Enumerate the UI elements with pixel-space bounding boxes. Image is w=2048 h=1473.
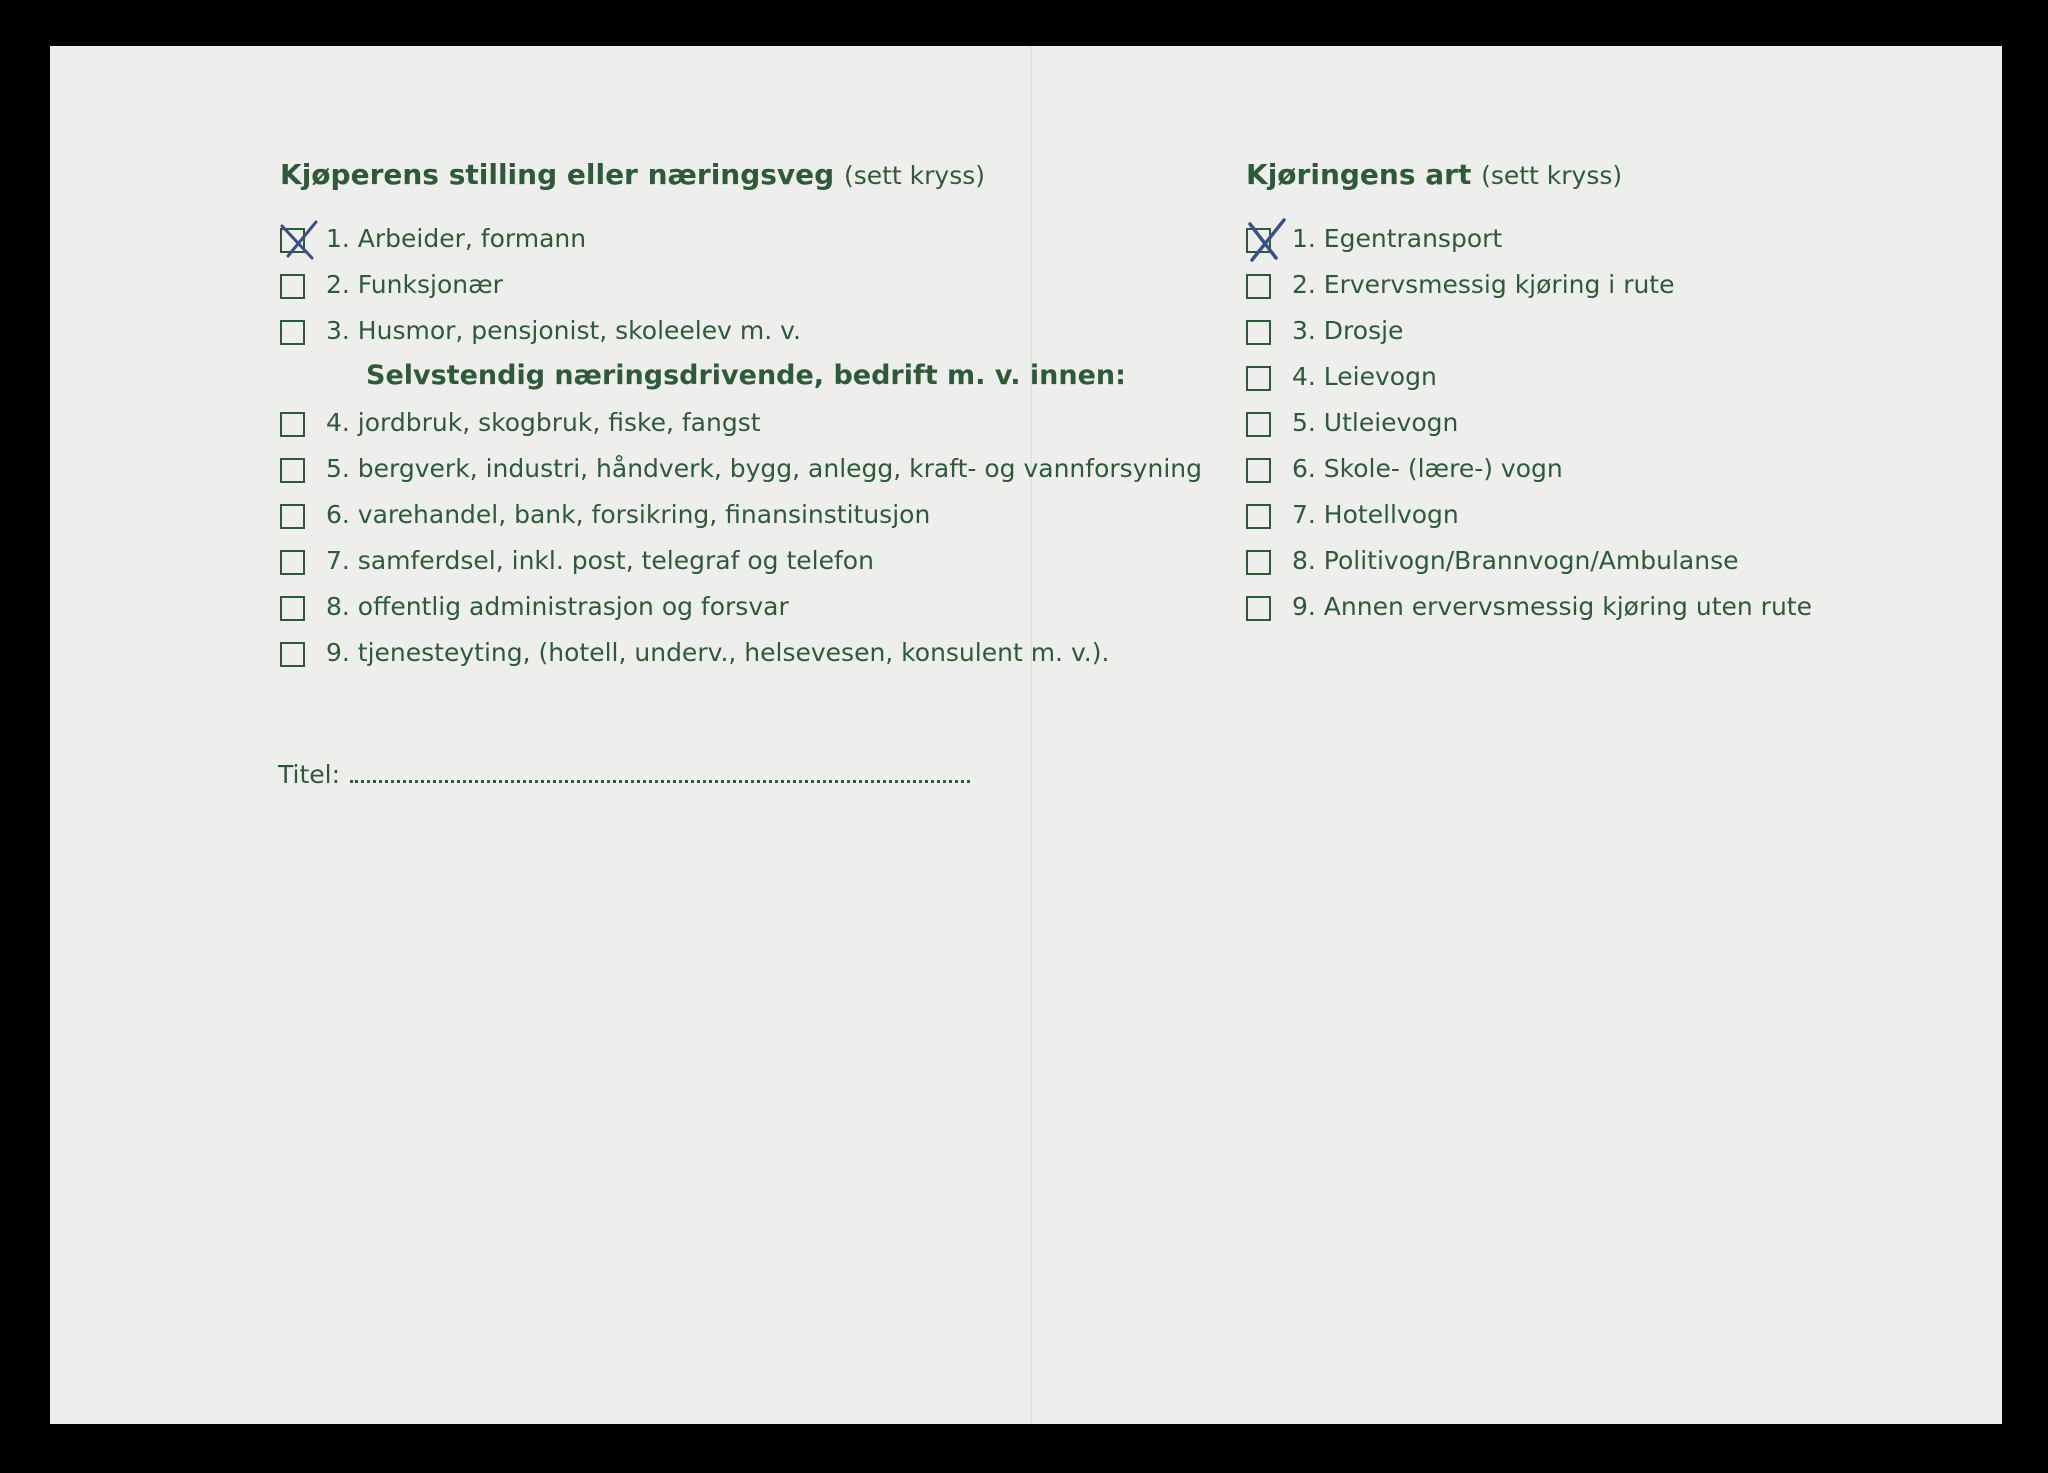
driving-option-5[interactable]: [1246, 406, 1966, 452]
buyer-option-3-checkbox[interactable]: [280, 320, 305, 345]
driving-option-8-checkbox[interactable]: [1246, 550, 1271, 575]
buyer-section-title: [280, 158, 985, 191]
buyer-option-2-label: 2. Funksjonær: [326, 270, 503, 299]
driving-option-4-checkbox[interactable]: [1246, 366, 1271, 391]
buyer-option-8-label: 8. offentlig administrasjon og forsvar: [326, 592, 789, 621]
buyer-option-6-label: 6. varehandel, bank, forsikring, finansinstitusjon: [326, 500, 931, 529]
driving-option-4-label: 4. Leievogn: [1292, 362, 1437, 391]
buyer-option-5-label: 5. bergverk, industri, håndverk, bygg, anlegg, kraft- og vannforsyning: [326, 454, 1202, 483]
buyer-option-3-label: 3. Husmor, pensjonist, skoleelev m. v.: [326, 316, 801, 345]
driving-option-3[interactable]: [1246, 314, 1966, 360]
driving-option-6-label: 6. Skole- (lære-) vogn: [1292, 454, 1563, 483]
buyer-option-6-checkbox[interactable]: [280, 504, 305, 529]
buyer-option-4-checkbox[interactable]: [280, 412, 305, 437]
driving-option-7-label: 7. Hotellvogn: [1292, 500, 1459, 529]
driving-option-1[interactable]: [1246, 222, 1966, 268]
buyer-options-list: [280, 222, 1280, 682]
driving-option-2[interactable]: [1246, 268, 1966, 314]
self-employed-subheading-text: Selvstendig næringsdrivende, bedrift m. v. innen:: [366, 360, 1126, 391]
driving-option-3-checkbox[interactable]: [1246, 320, 1271, 345]
buyer-option-9-checkbox[interactable]: [280, 642, 305, 667]
driving-option-7[interactable]: [1246, 498, 1966, 544]
buyer-option-4[interactable]: [280, 406, 1280, 452]
driving-option-9-label: 9. Annen ervervsmessig kjøring uten rute: [1292, 592, 1812, 621]
buyer-section-note: (sett kryss): [843, 161, 986, 190]
driving-section-title: [1246, 158, 1622, 191]
buyer-option-7-checkbox[interactable]: [280, 550, 305, 575]
title-field-label: Titel:: [278, 760, 340, 789]
buyer-option-5-checkbox[interactable]: [280, 458, 305, 483]
driving-option-7-checkbox[interactable]: [1246, 504, 1271, 529]
driving-option-6-checkbox[interactable]: [1246, 458, 1271, 483]
driving-option-1-checkbox[interactable]: [1246, 228, 1271, 253]
buyer-option-1[interactable]: [280, 222, 1280, 268]
buyer-option-3[interactable]: [280, 314, 1280, 360]
driving-section-note: (sett kryss): [1481, 161, 1623, 190]
buyer-option-1-checkbox[interactable]: [280, 228, 305, 253]
pen-cross-mark-icon: [276, 218, 324, 266]
buyer-option-2[interactable]: [280, 268, 1280, 314]
form-page: [50, 46, 2002, 1424]
driving-option-5-checkbox[interactable]: [1246, 412, 1271, 437]
pen-cross-mark-icon: [1242, 218, 1290, 266]
buyer-option-8[interactable]: [280, 590, 1280, 636]
driving-options-list: [1246, 222, 1966, 636]
driving-option-9-checkbox[interactable]: [1246, 596, 1271, 621]
buyer-option-9[interactable]: [280, 636, 1280, 682]
title-field[interactable]: [278, 760, 970, 789]
driving-option-6[interactable]: [1246, 452, 1966, 498]
self-employed-subheading: [280, 360, 1280, 406]
buyer-option-5[interactable]: [280, 452, 1280, 498]
buyer-option-6[interactable]: [280, 498, 1280, 544]
driving-option-5-label: 5. Utleievogn: [1292, 408, 1459, 437]
buyer-option-9-label: 9. tjenesteyting, (hotell, underv., helsevesen, konsulent m. v.).: [326, 638, 1110, 667]
buyer-option-7[interactable]: [280, 544, 1280, 590]
driving-section-heading: Kjøringens art: [1246, 158, 1472, 191]
driving-option-2-checkbox[interactable]: [1246, 274, 1271, 299]
buyer-section-heading: Kjøperens stilling eller næringsveg: [280, 158, 835, 191]
driving-option-3-label: 3. Drosje: [1292, 316, 1404, 345]
buyer-option-7-label: 7. samferdsel, inkl. post, telegraf og telefon: [326, 546, 874, 575]
driving-option-1-label: 1. Egentransport: [1292, 224, 1503, 253]
buyer-option-8-checkbox[interactable]: [280, 596, 305, 621]
driving-option-8-label: 8. Politivogn/Brannvogn/Ambulanse: [1292, 546, 1739, 575]
driving-option-8[interactable]: [1246, 544, 1966, 590]
title-field-dotted-line[interactable]: [350, 762, 970, 783]
buyer-option-1-label: 1. Arbeider, formann: [326, 224, 587, 253]
buyer-option-2-checkbox[interactable]: [280, 274, 305, 299]
driving-option-4[interactable]: [1246, 360, 1966, 406]
driving-option-9[interactable]: [1246, 590, 1966, 636]
driving-option-2-label: 2. Ervervsmessig kjøring i rute: [1292, 270, 1675, 299]
buyer-option-4-label: 4. jordbruk, skogbruk, fiske, fangst: [326, 408, 761, 437]
